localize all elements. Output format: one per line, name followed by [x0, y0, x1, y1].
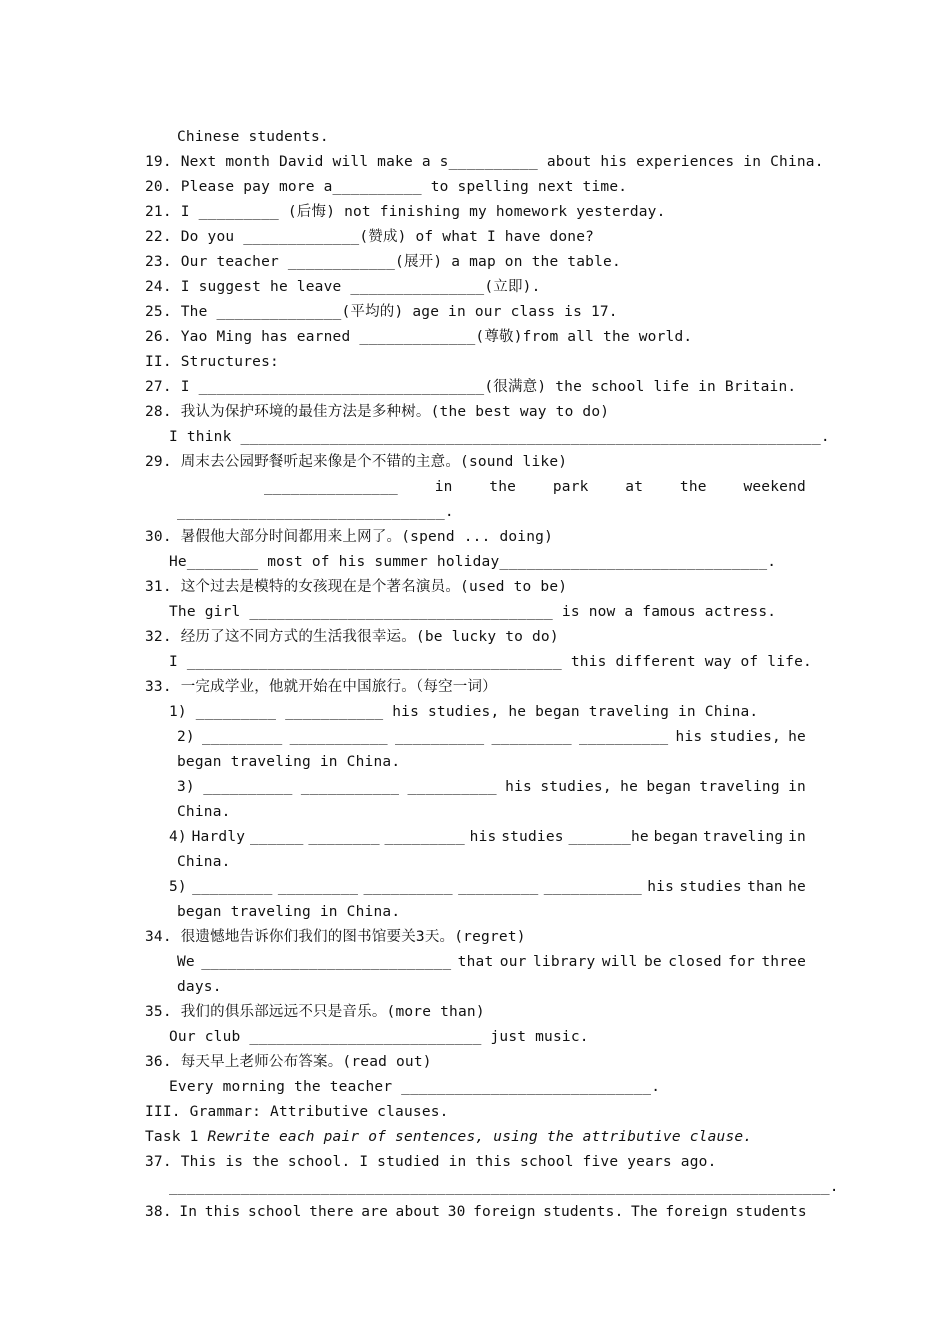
- word: The: [631, 1204, 658, 1220]
- text-line: China.: [177, 854, 231, 870]
- word: students: [735, 1204, 807, 1220]
- answer-line-justified: [177, 952, 806, 972]
- word: We: [177, 954, 195, 970]
- word: in: [788, 829, 806, 845]
- question-28: 28. 我认为保护环境的最佳方法是多种树。(the best way to do): [145, 404, 610, 420]
- question-38: [145, 1202, 807, 1222]
- answer-line-justified: [264, 477, 806, 497]
- word: than: [747, 879, 783, 895]
- answer-line: ______________________________.: [177, 504, 454, 520]
- word: his: [469, 829, 497, 845]
- word: foreign: [665, 1204, 728, 1220]
- answer-line: I __________________________________________ this different way of life.: [169, 654, 812, 670]
- word: 5): [169, 879, 187, 895]
- word: __________: [407, 779, 497, 795]
- question-27: 27. I ________________________________(很满意) the school life in Britain.: [145, 379, 797, 395]
- sub-question-2: [177, 727, 806, 747]
- word: that: [457, 954, 494, 970]
- word: ______: [249, 829, 304, 845]
- word: at: [625, 479, 644, 495]
- word: for: [728, 954, 755, 970]
- text-line: China.: [177, 804, 231, 820]
- word: the: [489, 479, 517, 495]
- word: will: [601, 954, 638, 970]
- question-19: 19. Next month David will make a s__________ about his experiences in China.: [145, 154, 824, 170]
- question-31: 31. 这个过去是模特的女孩现在是个著名演员。(used to be): [145, 579, 568, 595]
- word: _________: [458, 879, 539, 895]
- answer-line: Our club __________________________ just music.: [169, 1029, 589, 1045]
- word: he: [620, 779, 639, 795]
- task-instruction-text: Rewrite each pair of sentences, using the attributive clause.: [207, 1129, 753, 1145]
- word: traveling: [699, 779, 780, 795]
- word: the: [679, 479, 707, 495]
- word: _________: [277, 879, 359, 895]
- word: __________: [395, 729, 485, 745]
- word: 3): [177, 779, 195, 795]
- word: park: [552, 479, 589, 495]
- word: his: [675, 729, 703, 745]
- word: studies: [501, 829, 564, 845]
- task-label: Task 1: [145, 1129, 208, 1145]
- word: _________: [491, 729, 572, 745]
- text-line: began traveling in China.: [177, 904, 401, 920]
- word: foreign: [473, 1204, 536, 1220]
- word: _______he: [568, 829, 649, 845]
- question-26: 26. Yao Ming has earned _____________(尊敬)from all the world.: [145, 329, 693, 345]
- word: 30: [447, 1204, 466, 1220]
- word: this: [204, 1204, 241, 1220]
- word: began: [653, 829, 699, 845]
- word: our: [499, 954, 527, 970]
- text-line: Chinese students.: [177, 129, 329, 145]
- question-23: 23. Our teacher ____________(展开) a map on the table.: [145, 254, 621, 270]
- question-22: 22. Do you _____________(赞成) of what I have done?: [145, 229, 595, 245]
- word: traveling: [702, 829, 784, 845]
- question-32: 32. 经历了这不同方式的生活我很幸运。(be lucky to do): [145, 629, 559, 645]
- word: he: [788, 879, 806, 895]
- section-heading: II. Structures:: [145, 354, 279, 370]
- word: three: [761, 954, 806, 970]
- word: _________: [192, 879, 273, 895]
- word: studies,: [540, 779, 612, 795]
- task-instruction: [145, 1127, 807, 1147]
- text-line: days.: [177, 979, 222, 995]
- word: school: [247, 1204, 302, 1220]
- word: _______________: [264, 479, 398, 495]
- question-25: 25. The ______________(平均的) age in our class is 17.: [145, 304, 618, 320]
- word: about: [395, 1204, 441, 1220]
- word: his: [505, 779, 532, 795]
- word: 38.: [145, 1204, 172, 1220]
- answer-line: I think _________________________________________________________________.: [169, 429, 830, 445]
- text-line: began traveling in China.: [177, 754, 401, 770]
- question-30: 30. 暑假他大部分时间都用来上网了。(spend ... doing): [145, 529, 554, 545]
- question-20: 20. Please pay more a__________ to spelling next time.: [145, 179, 628, 195]
- word: in: [788, 779, 806, 795]
- word: there: [309, 1204, 354, 1220]
- word: ___________: [300, 779, 400, 795]
- question-33: 33. 一完成学业，他就开始在中国旅行。（每空一词）: [145, 679, 497, 695]
- answer-line: He________ most of his summer holiday______________________________.: [169, 554, 777, 570]
- question-37: 37. This is the school. I studied in this school five years ago.: [145, 1154, 717, 1170]
- word: be: [643, 954, 662, 970]
- question-29: 29. 周末去公园野餐听起来像是个不错的主意。(sound like): [145, 454, 568, 470]
- word: his: [647, 879, 675, 895]
- word: in: [434, 479, 453, 495]
- word: In: [179, 1204, 198, 1220]
- word: began: [646, 779, 692, 795]
- question-36: 36. 每天早上老师公布答案。(read out): [145, 1054, 432, 1070]
- sub-question-4: [169, 827, 806, 847]
- word: students.: [543, 1204, 624, 1220]
- sub-question-3: [177, 777, 806, 797]
- word: weekend: [743, 479, 806, 495]
- word: Hardly: [191, 829, 246, 845]
- question-21: 21. I _________ (后悔) not finishing my homework yesterday.: [145, 204, 666, 220]
- question-24: 24. I suggest he leave _______________(立即).: [145, 279, 541, 295]
- word: __________: [203, 779, 293, 795]
- sub-question-5: [169, 877, 806, 897]
- question-35: 35. 我们的俱乐部远远不只是音乐。(more than): [145, 1004, 485, 1020]
- word: closed: [668, 954, 722, 970]
- word: library: [532, 954, 596, 970]
- word: ___________: [289, 729, 388, 745]
- section-heading: III. Grammar: Attributive clauses.: [145, 1104, 449, 1120]
- word: __________: [579, 729, 669, 745]
- answer-line: Every morning the teacher ____________________________.: [169, 1079, 661, 1095]
- question-34: 34. 很遗憾地告诉你们我们的图书馆要关3天。(regret): [145, 929, 526, 945]
- word: 2): [177, 729, 195, 745]
- answer-line: __________________________________________________________________________.: [169, 1179, 839, 1195]
- answer-line: The girl __________________________________ is now a famous actress.: [169, 604, 777, 620]
- word: ________: [308, 829, 380, 845]
- word: studies: [679, 879, 742, 895]
- word: _________: [202, 729, 283, 745]
- word: studies,: [709, 729, 781, 745]
- word: _________: [384, 829, 465, 845]
- word: are: [361, 1204, 389, 1220]
- sub-question-1: 1) _________ ___________ his studies, he began traveling in China.: [169, 704, 759, 720]
- word: __________: [363, 879, 453, 895]
- word: he: [788, 729, 806, 745]
- word: ___________: [543, 879, 642, 895]
- word: ____________________________: [201, 954, 452, 970]
- word: 4): [169, 829, 187, 845]
